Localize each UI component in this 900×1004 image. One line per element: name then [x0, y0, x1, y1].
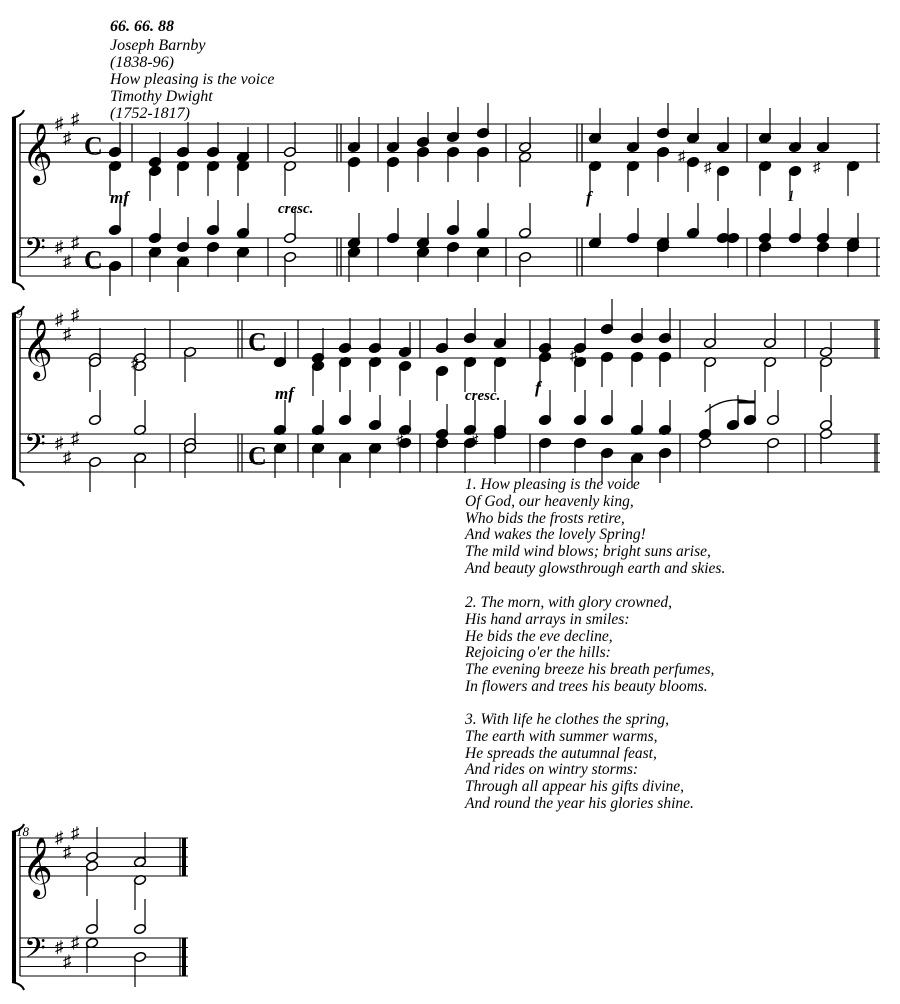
meter-label: 66. 66. 88	[110, 18, 174, 35]
sharp-icon: ♯	[71, 232, 80, 252]
treble-clef-icon: 𝄞	[22, 839, 53, 896]
verse-line: Of God, our heavenly king,	[465, 492, 634, 510]
sharp-icon: ♯	[55, 237, 64, 257]
verse-line: And beauty glowsthrough earth and skies.	[465, 559, 726, 577]
composer-dates: (1838-96)	[110, 54, 174, 71]
verse-line: He spreads the autumnal feast,	[465, 744, 657, 762]
sharp-icon: ♯	[131, 356, 139, 372]
sharp-icon: ♯	[396, 433, 404, 449]
sharp-icon: ♯	[71, 428, 80, 448]
verse-line: 2. The morn, with glory crowned,	[465, 594, 672, 611]
sharp-icon: ♯	[71, 823, 80, 843]
verse-line: Rejoicing o'er the hills:	[465, 644, 611, 662]
time-signature: C	[248, 441, 267, 471]
sharp-icon: ♯	[570, 348, 578, 364]
sharp-icon: ♯	[63, 842, 72, 862]
sharp-icon: ♯	[63, 951, 72, 971]
sharp-icon: ♯	[471, 433, 479, 449]
author-name: Timothy Dwight	[110, 88, 213, 105]
verse-3	[465, 712, 694, 813]
dynamic-mf: mf	[110, 188, 129, 207]
verse-2	[465, 595, 714, 696]
fingering-number: 1	[787, 188, 795, 205]
bracket-hook	[12, 982, 24, 990]
verse-line: He bids the eve decline,	[465, 627, 613, 645]
sharp-icon: ♯	[71, 305, 80, 325]
verse-line: The mild wind blows; bright suns arise,	[465, 543, 711, 561]
verse-line: In flowers and trees his beauty blooms.	[465, 677, 708, 695]
bass-clef-icon: 𝄢	[24, 430, 46, 467]
bass-clef-icon: 𝄢	[24, 934, 46, 971]
sharp-icon: ♯	[55, 937, 64, 957]
dynamic-mf-2: mf	[275, 384, 294, 403]
time-signature: C	[84, 245, 103, 275]
bracket-hook	[12, 110, 24, 118]
dynamic-cresc: cresc.	[278, 201, 314, 217]
verse-line: The earth with summer warms,	[465, 727, 658, 745]
dynamic-cresc-2: cresc.	[465, 388, 501, 404]
sharp-icon: ♯	[704, 160, 712, 176]
time-signature: C	[84, 131, 103, 161]
sharp-icon: ♯	[678, 149, 686, 165]
verse-1	[465, 477, 725, 578]
treble-clef-icon: 𝄞	[22, 125, 53, 182]
verse-line: And round the year his glories shine.	[465, 794, 694, 812]
sharp-icon: ♯	[63, 251, 72, 271]
measure-number-9: 9	[16, 306, 23, 321]
verse-line: 1. How pleasing is the voice	[465, 476, 640, 493]
author-dates: (1752-1817)	[110, 105, 190, 122]
sharp-icon: ♯	[55, 310, 64, 329]
verse-line: His hand arrays in smiles:	[465, 610, 630, 628]
bracket-hook	[12, 282, 24, 290]
composer-name: Joseph Barnby	[110, 37, 206, 54]
bass-clef-icon: 𝄢	[24, 234, 46, 271]
verse-line: Who bids the frosts retire,	[465, 509, 625, 527]
verse-line: And rides on wintry storms:	[465, 761, 639, 779]
sharp-icon: ♯	[55, 433, 64, 453]
treble-clef-icon: 𝄞	[22, 321, 53, 378]
dynamic-f: f	[586, 188, 592, 207]
sharp-icon: ♯	[63, 324, 72, 344]
sharp-icon: ♯	[55, 114, 64, 133]
verse-line: And wakes the lovely Spring!	[465, 526, 646, 544]
dynamic-f-2: f	[535, 378, 541, 397]
sharp-icon: ♯	[71, 109, 80, 129]
sharp-icon: ♯	[71, 932, 80, 952]
verse-line: Through all appear his gifts divine,	[465, 778, 685, 796]
time-signature: C	[248, 327, 267, 357]
verse-line: 3. With life he clothes the spring,	[465, 711, 670, 728]
sharp-icon: ♯	[63, 128, 72, 148]
measure-number-18: 18	[16, 824, 29, 839]
hymn-title: How pleasing is the voice	[110, 71, 275, 88]
bracket-hook	[12, 478, 24, 486]
sharp-icon: ♯	[63, 447, 72, 467]
sharp-icon: ♯	[813, 160, 821, 176]
sharp-icon: ♯	[55, 828, 64, 847]
verse-line: The evening breeze his breath perfumes,	[465, 661, 715, 679]
